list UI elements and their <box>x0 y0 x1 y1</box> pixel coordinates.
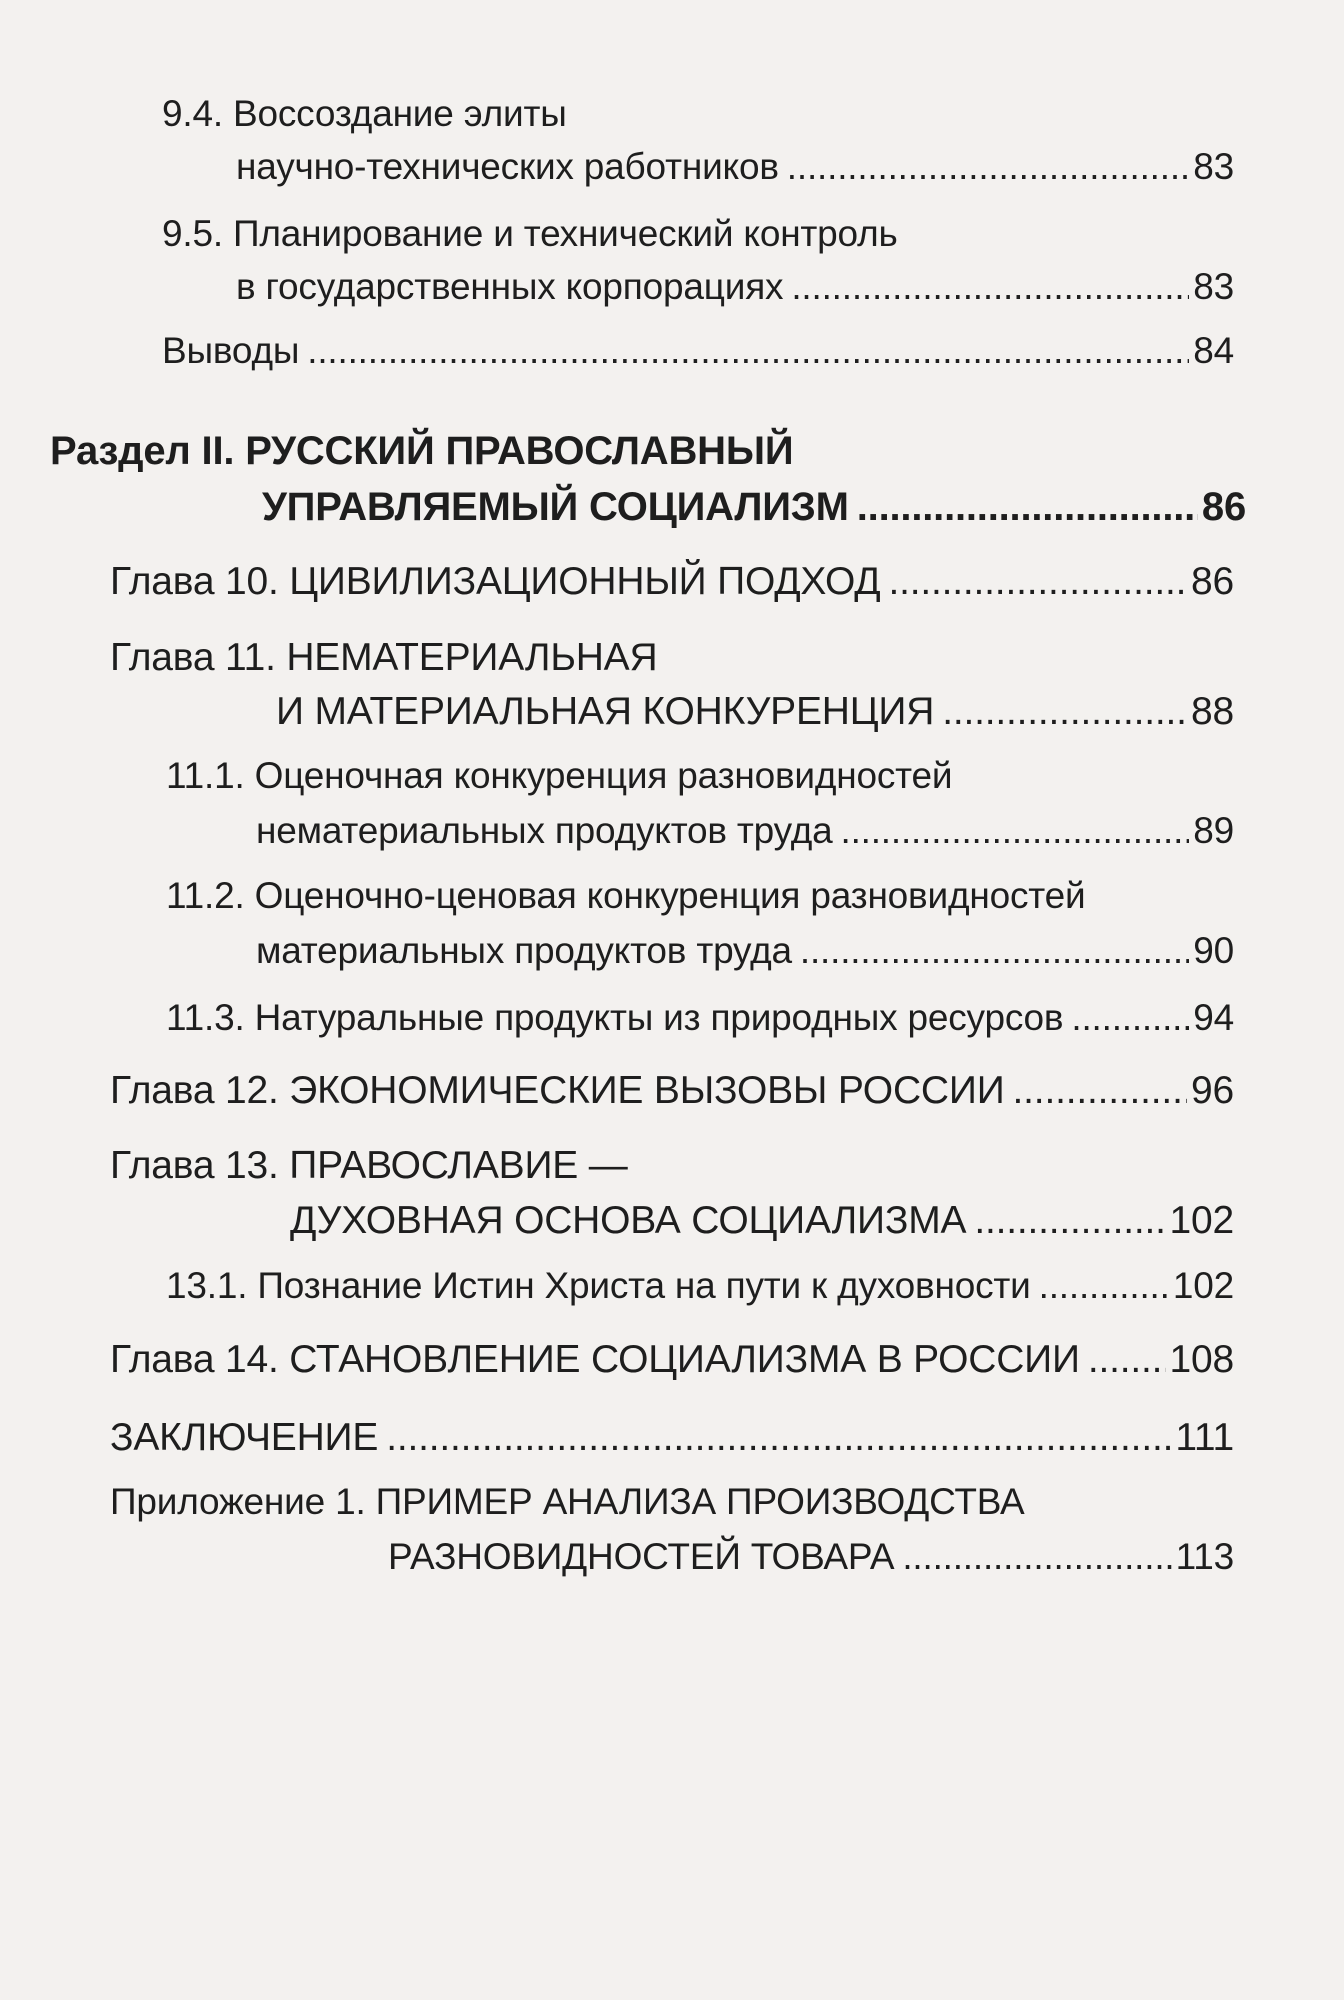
dot-leader <box>787 145 1189 189</box>
dot-leader <box>840 809 1189 853</box>
section-number: 11.3. <box>166 997 245 1038</box>
chapter-title: ЭКОНОМИЧЕСКИЕ ВЫЗОВЫ РОССИИ <box>289 1069 1005 1112</box>
section-title: Воссоздание элиты <box>233 93 567 134</box>
page-number: 90 <box>1193 930 1234 971</box>
chapter-title: ПРАВОСЛАВИЕ — <box>289 1144 628 1187</box>
toc-part-2-line2 <box>262 483 1246 531</box>
chapter-title-cont: ДУХОВНАЯ ОСНОВА СОЦИАЛИЗМА <box>290 1199 967 1242</box>
section-title: Планирование и технический контроль <box>233 213 898 254</box>
page-number: 108 <box>1169 1338 1234 1381</box>
section-title-cont: материальных продуктов труда <box>256 930 792 971</box>
toc-chapter-13-line2 <box>290 1199 1234 1243</box>
toc-entry-11-1-line1 <box>166 754 952 798</box>
section-title-cont: нематериальных продуктов труда <box>256 810 833 851</box>
toc-entry-9-4-line1 <box>162 92 567 136</box>
page-number: 84 <box>1193 330 1234 371</box>
dot-leader <box>800 929 1189 973</box>
dot-leader <box>1088 1338 1166 1382</box>
chapter-label: Глава 12. <box>110 1069 279 1112</box>
toc-entry-9-5-line1 <box>162 212 898 256</box>
toc-appendix-1-line1 <box>110 1480 1025 1524</box>
page-number: 88 <box>1191 690 1234 733</box>
chapter-title: НЕМАТЕРИАЛЬНАЯ <box>286 636 658 679</box>
page-number: 102 <box>1169 1199 1234 1242</box>
section-number: 9.5. <box>162 213 223 254</box>
dot-leader <box>902 1535 1171 1579</box>
page-number: 86 <box>1191 560 1234 603</box>
toc-entry-9-5-line2 <box>236 265 1234 309</box>
appendix-title-cont: РАЗНОВИДНОСТЕЙ ТОВАРА <box>388 1536 895 1577</box>
toc-entry-9-4-line2 <box>236 145 1234 189</box>
dot-leader <box>974 1199 1165 1243</box>
page-number: 102 <box>1172 1265 1234 1306</box>
page-number: 86 <box>1201 485 1246 529</box>
section-number: 9.4. <box>162 93 223 134</box>
toc-final-conclusion <box>110 1416 1234 1460</box>
dot-leader <box>307 329 1189 373</box>
section-number: 11.1. <box>166 755 245 796</box>
section-title: Натуральные продукты из природных ресурсов <box>254 997 1064 1038</box>
dot-leader <box>791 265 1189 309</box>
toc-entry-11-1-line2 <box>256 809 1234 853</box>
section-title: ЗАКЛЮЧЕНИЕ <box>110 1416 379 1459</box>
page-number: 89 <box>1193 810 1234 851</box>
part-title: РУССКИЙ ПРАВОСЛАВНЫЙ <box>245 429 794 473</box>
part-label: Раздел II. <box>50 429 235 473</box>
page-number: 94 <box>1193 997 1234 1038</box>
section-title-cont: в государственных корпорациях <box>236 266 784 307</box>
toc-chapter-14 <box>110 1338 1234 1382</box>
chapter-label: Глава 13. <box>110 1144 279 1187</box>
section-title-cont: научно-технических работников <box>236 146 779 187</box>
appendix-title: ПРИМЕР АНАЛИЗА ПРОИЗВОДСТВА <box>375 1481 1025 1522</box>
dot-leader <box>942 690 1187 734</box>
page-number: 113 <box>1175 1536 1234 1577</box>
toc-chapter-10 <box>110 560 1234 604</box>
dot-leader <box>386 1416 1171 1460</box>
section-title: Оценочная конкуренция разновидностей <box>254 755 953 796</box>
dot-leader <box>1013 1069 1187 1113</box>
section-number: 13.1. <box>166 1265 248 1306</box>
chapter-title: СТАНОВЛЕНИЕ СОЦИАЛИЗМА В РОССИИ <box>289 1338 1080 1381</box>
toc-part-2-line1 <box>50 427 793 475</box>
page-number: 83 <box>1193 266 1234 307</box>
chapter-label: Глава 11. <box>110 636 276 679</box>
section-number: 11.2. <box>166 875 245 916</box>
section-title: Выводы <box>162 330 300 371</box>
dot-leader <box>1071 996 1189 1040</box>
section-title: Оценочно-ценовая конкуренция разновидностей <box>254 875 1086 916</box>
toc-entry-13-1 <box>166 1264 1234 1308</box>
page-number: 111 <box>1175 1416 1234 1459</box>
chapter-title: ЦИВИЛИЗАЦИОННЫЙ ПОДХОД <box>289 560 881 603</box>
dot-leader <box>888 560 1187 604</box>
toc-entry-conclusions <box>162 329 1234 373</box>
dot-leader <box>1039 1264 1169 1308</box>
section-title: Познание Истин Христа на пути к духовности <box>257 1265 1031 1306</box>
toc-entry-11-2-line1 <box>166 874 1085 918</box>
chapter-label: Глава 14. <box>110 1338 279 1381</box>
toc-chapter-12 <box>110 1069 1234 1113</box>
page-number: 83 <box>1193 146 1234 187</box>
chapter-label: Глава 10. <box>110 560 279 603</box>
chapter-title-cont: И МАТЕРИАЛЬНАЯ КОНКУРЕНЦИЯ <box>276 690 935 733</box>
toc-chapter-13-line1 <box>110 1144 628 1188</box>
toc-appendix-1-line2 <box>388 1535 1234 1579</box>
dot-leader <box>857 483 1198 531</box>
part-title-cont: УПРАВЛЯЕМЫЙ СОЦИАЛИЗМ <box>262 485 849 529</box>
page-number: 96 <box>1191 1069 1234 1112</box>
toc-chapter-11-line1 <box>110 636 657 680</box>
appendix-label: Приложение 1. <box>110 1481 366 1522</box>
toc-entry-11-3 <box>166 996 1234 1040</box>
toc-chapter-11-line2 <box>276 690 1234 734</box>
toc-entry-11-2-line2 <box>256 929 1234 973</box>
